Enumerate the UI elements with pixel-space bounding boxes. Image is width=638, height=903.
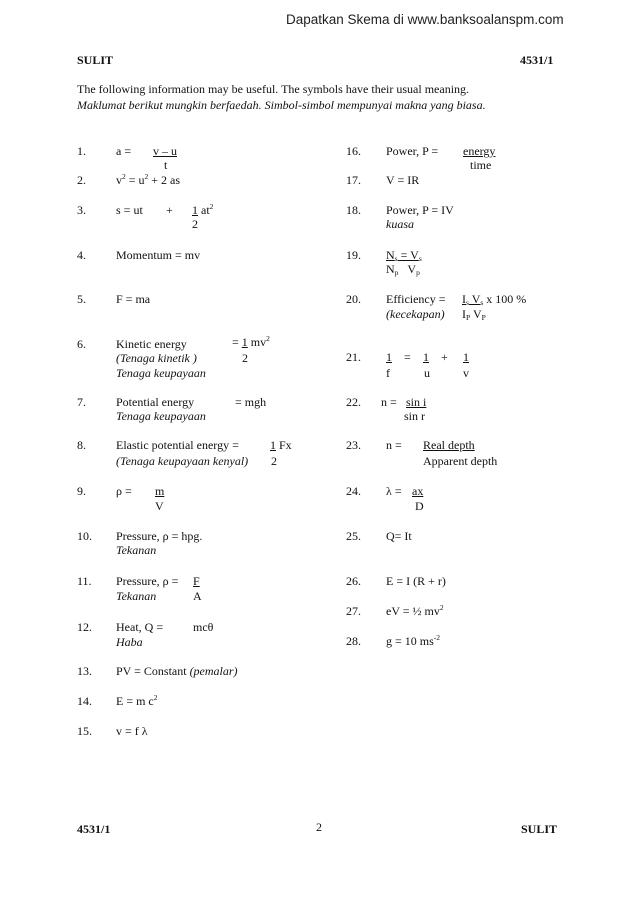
malay-term: (Tenaga keupayaan kenyal) xyxy=(116,454,249,468)
formula-body: Q= It xyxy=(386,529,412,543)
formula-lhs: n = xyxy=(386,438,402,452)
formula-body: Heat, Q = xyxy=(116,620,164,634)
formula-number: 16. xyxy=(346,144,361,158)
fraction-numerator: 1 xyxy=(423,350,429,364)
formula-number: 19. xyxy=(346,248,361,262)
fraction-denominator: f xyxy=(386,366,390,380)
formula-denominator: $I_P$ $V_P$ xyxy=(462,307,486,322)
fraction-numerator: 1 xyxy=(463,350,469,364)
plus-sign: + xyxy=(166,203,173,217)
fraction-numerator: sin i xyxy=(406,395,427,409)
formula-number: 22. xyxy=(346,395,361,409)
formula-number: 25. xyxy=(346,529,361,543)
formula-number: 26. xyxy=(346,574,361,588)
formula-number: 14. xyxy=(77,694,92,708)
formula-number: 8. xyxy=(77,438,86,452)
formula-numerator: $N_s = V_s$ xyxy=(386,248,422,263)
formula-number: 9. xyxy=(77,484,86,498)
fraction-denominator: sin r xyxy=(404,409,425,423)
fraction-denominator: v xyxy=(463,366,469,380)
formula-body: Momentum = mv xyxy=(116,248,201,262)
formula-body: E = I (R + r) xyxy=(386,574,446,588)
formula-number: 24. xyxy=(346,484,361,498)
formula-lhs: λ = xyxy=(386,484,402,498)
fraction-numerator: m xyxy=(155,484,165,498)
banner-text: Dapatkan Skema di www.banksoalanspm.com xyxy=(286,12,564,27)
formula-body: E = m $c^2$ xyxy=(116,693,158,708)
fraction-denominator: 2 xyxy=(192,217,198,231)
formula-number: 12. xyxy=(77,620,92,634)
footer-right: SULIT xyxy=(521,822,558,836)
formula-lhs: s = ut xyxy=(116,203,143,217)
formula-number: 27. xyxy=(346,604,361,618)
formula-number: 4. xyxy=(77,248,86,262)
formula-body: F = ma xyxy=(116,292,151,306)
fraction-numerator: ax xyxy=(412,484,424,498)
formula-number: 18. xyxy=(346,203,361,217)
formula-lhs: a = xyxy=(116,144,132,158)
fraction-numerator: v – u xyxy=(153,144,177,158)
header-left: SULIT xyxy=(77,53,114,67)
fraction-denominator: t xyxy=(164,158,168,172)
malay-term: Tenaga keupayaan xyxy=(116,366,206,380)
formula-number: 3. xyxy=(77,203,86,217)
formula-body: V = IR xyxy=(386,173,420,187)
formula-lhs: Power, P = xyxy=(386,144,439,158)
formula-label: Elastic potential energy = xyxy=(116,438,239,452)
formula-body: Power, P = IV xyxy=(386,203,454,217)
fraction-denominator: A xyxy=(193,589,202,603)
formula-rhs: = 1 $mv^2$ xyxy=(232,334,270,349)
formula-body: v = f λ xyxy=(116,724,148,738)
formula-body: eV = ½ $mv^2$ xyxy=(386,603,444,618)
formula-body: $v^2 = u^2 + 2$ as xyxy=(116,172,181,187)
formula-number: 1. xyxy=(77,144,86,158)
intro-english: The following information may be useful. The symbols have their usual meaning. xyxy=(77,82,470,96)
fraction-denominator: V xyxy=(155,499,164,513)
formula-number: 23. xyxy=(346,438,361,452)
formula-body: Pressure, ρ = hpg. xyxy=(116,529,203,543)
formula-number: 7. xyxy=(77,395,86,409)
malay-term: Tenaga keupayaan xyxy=(116,409,206,423)
formula-body: g = 10 $ms^{-2}$ xyxy=(386,633,441,648)
formula-number: 5. xyxy=(77,292,86,306)
formula-lhs: n = xyxy=(381,395,397,409)
fraction-denominator: Apparent depth xyxy=(423,454,498,468)
formula-body: PV = Constant (pemalar) xyxy=(116,664,238,678)
formula-denominator: $N_p$ $V_p$ xyxy=(386,262,420,277)
formula-number: 13. xyxy=(77,664,92,678)
formula-label: Kinetic energy xyxy=(116,337,187,351)
formula-rhs: mcθ xyxy=(193,620,214,634)
formula-lhs: ρ = xyxy=(116,484,132,498)
header-right: 4531/1 xyxy=(520,53,554,67)
fraction-denominator: 2 xyxy=(271,454,277,468)
formula-rhs: 1 Fx xyxy=(270,438,292,452)
formula-fraction-term: 1 $at^2$ xyxy=(192,202,214,217)
formula-number: 28. xyxy=(346,634,361,648)
formula-rhs: = mgh xyxy=(235,395,267,409)
fraction-numerator: 1 xyxy=(386,350,392,364)
formula-number: 11. xyxy=(77,574,92,588)
formula-rhs: $I_s$ $V_s$ x 100 % xyxy=(462,292,527,307)
equals-sign: = xyxy=(404,350,411,364)
malay-term: Tekanan xyxy=(116,589,157,603)
fraction-denominator: D xyxy=(415,499,424,513)
formula-number: 2. xyxy=(77,173,86,187)
formula-number: 15. xyxy=(77,724,92,738)
page-number: 2 xyxy=(316,820,322,834)
malay-term: Haba xyxy=(116,635,143,649)
fraction-numerator: Real depth xyxy=(423,438,475,452)
footer-left: 4531/1 xyxy=(77,822,111,836)
formula-number: 10. xyxy=(77,529,92,543)
fraction-numerator: F xyxy=(193,574,200,588)
formula-number: 21. xyxy=(346,350,361,364)
malay-term: kuasa xyxy=(386,217,414,231)
fraction-numerator: energy xyxy=(463,144,496,158)
formula-label: Potential energy xyxy=(116,395,195,409)
intro-malay: Maklumat berikut mungkin berfaedah. Simbol-simbol mempunyai makna yang biasa. xyxy=(77,98,486,112)
malay-term: Tekanan xyxy=(116,543,157,557)
fraction-denominator: u xyxy=(424,366,430,380)
formula-number: 17. xyxy=(346,173,361,187)
formula-label: Efficiency = xyxy=(386,292,446,306)
malay-term: (kecekapan) xyxy=(386,307,445,321)
formula-number: 6. xyxy=(77,337,86,351)
fraction-denominator: time xyxy=(470,158,492,172)
plus-sign: + xyxy=(441,350,448,364)
fraction-denominator: 2 xyxy=(242,351,248,365)
formula-body: Pressure, ρ = xyxy=(116,574,179,588)
malay-term: (Tenaga kinetik ) xyxy=(116,351,197,365)
formula-number: 20. xyxy=(346,292,361,306)
